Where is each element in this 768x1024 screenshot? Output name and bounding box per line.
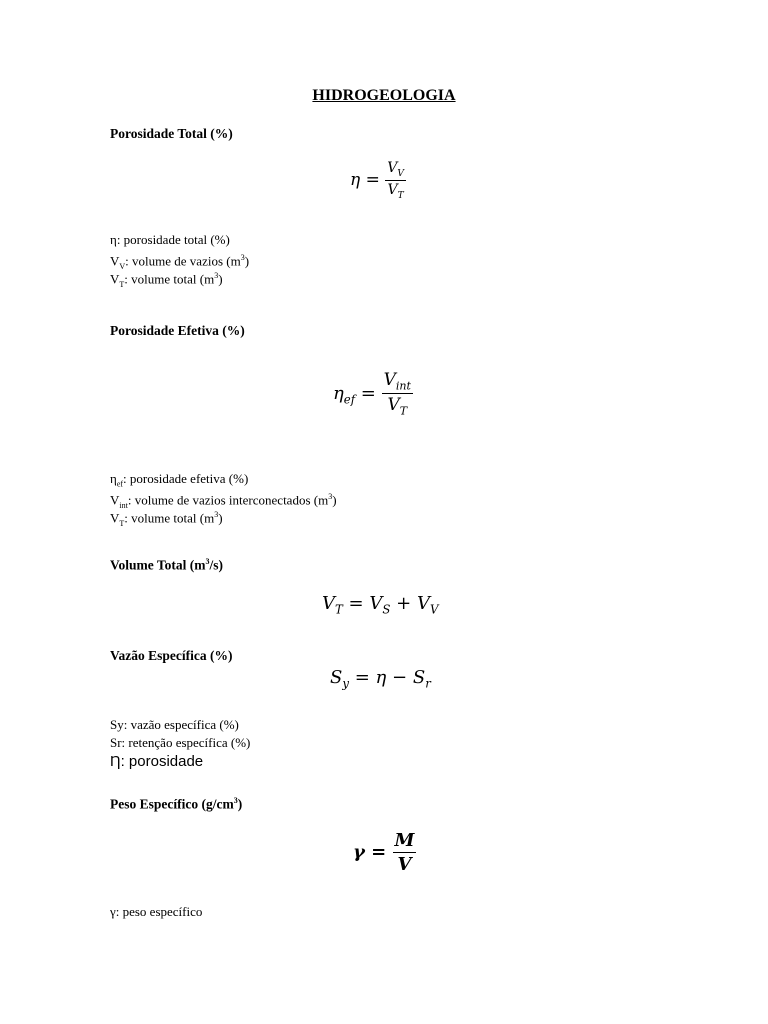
def-volume-vazios: $V_V$: volume de vazios $(m^3)$ (110, 253, 250, 271)
heading-peso-especifico: Peso Específico $(g/cm^3)$ (110, 796, 243, 812)
formula-peso-especifico: γ = $\frac{M}{V}$ (353, 830, 415, 875)
page-title: HIDROGEOLOGIA (312, 87, 456, 104)
formula-vazao-especifica: $S_y = \eta - S_r$ (330, 667, 431, 691)
def-porosidade-total: η: porosidade total (%) (110, 232, 230, 247)
def-porosidade-efetiva: $\eta_{ef}$: porosidade efetiva (%) (110, 471, 249, 489)
heading-vazao-especifica: Vazão Específica (%) (110, 648, 233, 663)
formula-volume-total: $V_T = V_S + V_V$ (322, 593, 439, 617)
heading-porosidade-total: Porosidade Total (%) (110, 126, 233, 141)
formula-porosidade-efetiva: $\eta_{ef}$ = $\frac{V_{int}}{V_T}$ (333, 370, 411, 418)
def-volume-total: $V_T$: volume total $(m^3)$ (110, 271, 223, 289)
def-volume-total-2: $V_T$: volume total $(m^3)$ (110, 510, 223, 528)
formula-porosidade-total: η = $\frac{V_V}{V_T}$ (350, 160, 404, 201)
heading-porosidade-efetiva: Porosidade Efetiva (%) (110, 323, 245, 338)
def-retencao-especifica: Sr: retenção específica (%) (110, 735, 251, 750)
def-vazao-especifica: Sy: vazão específica (%) (110, 717, 239, 732)
heading-volume-total: Volume Total $(m^3/s)$ (110, 557, 224, 573)
def-peso-especifico: γ: peso específico (110, 904, 203, 919)
def-volume-interconectados: $V_{int}$: volume de vazios interconectados $(m^3)$ (110, 492, 337, 510)
def-porosidade: Ƞ: porosidade (110, 753, 204, 770)
